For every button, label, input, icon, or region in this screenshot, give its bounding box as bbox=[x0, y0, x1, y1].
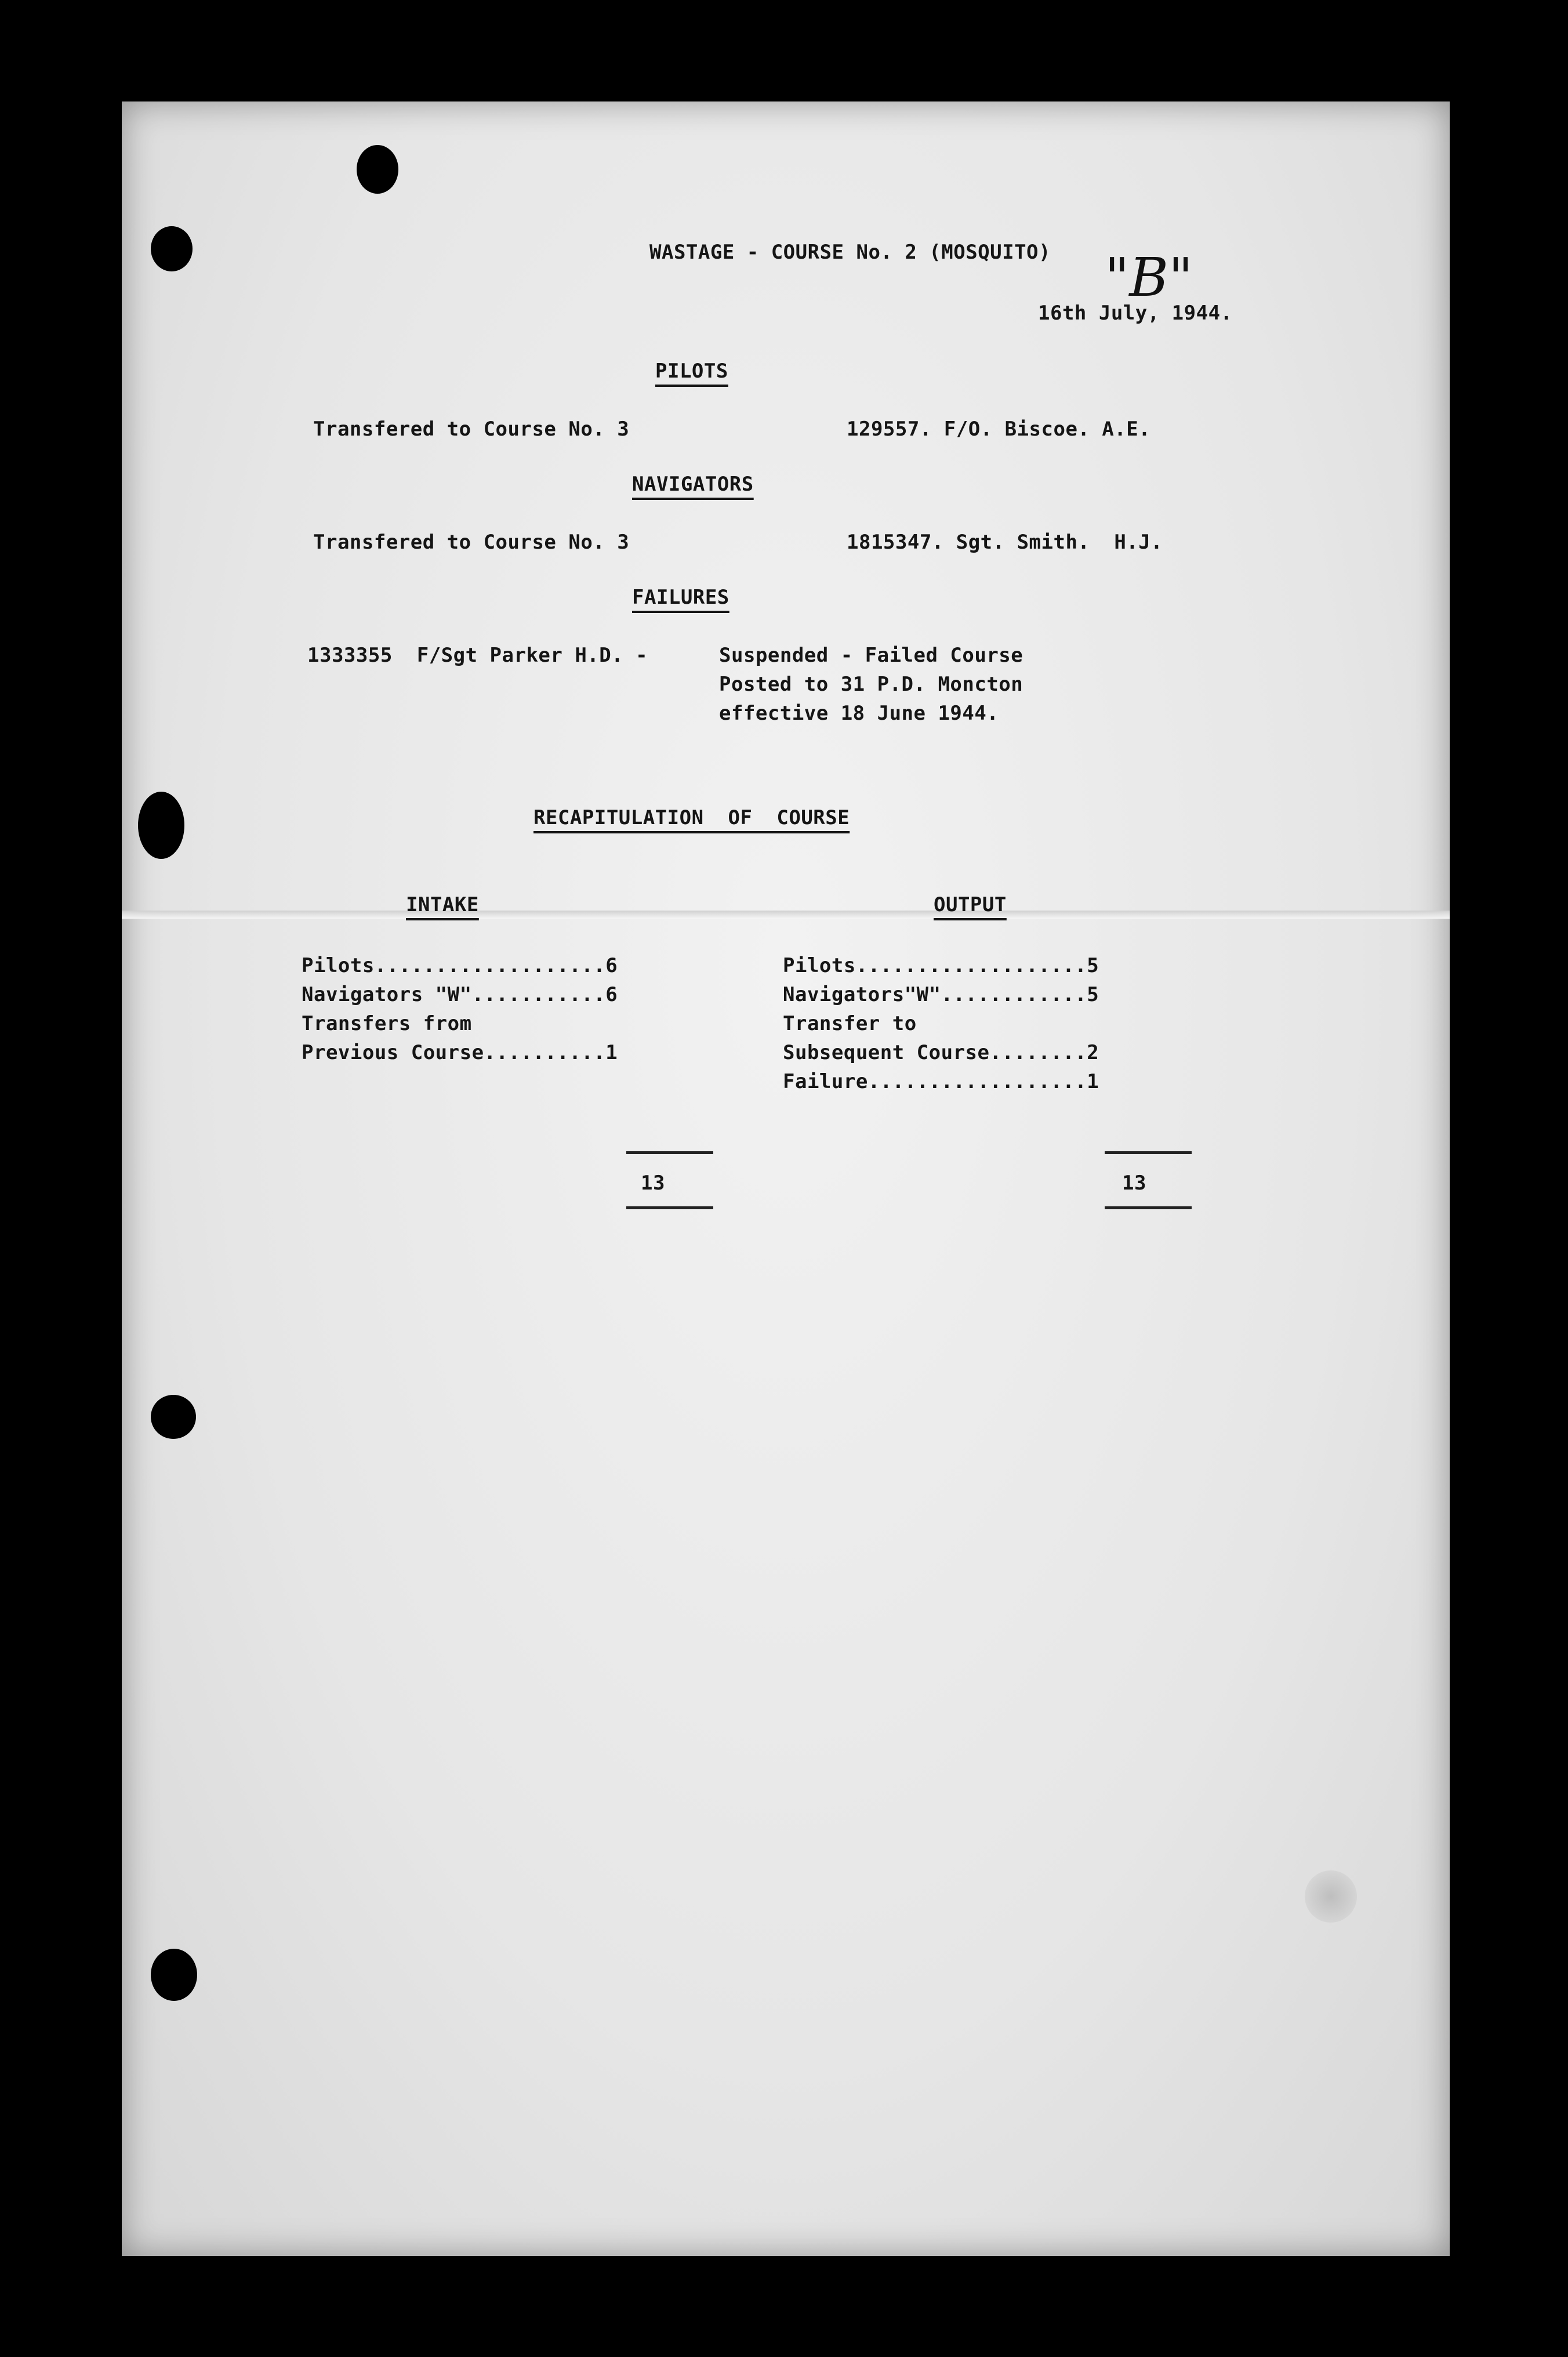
output-line-subsequent-course: Subsequent Course........2 bbox=[783, 1041, 1099, 1064]
navigators-heading: NAVIGATORS bbox=[632, 473, 754, 496]
intake-line-pilots: Pilots...................6 bbox=[302, 954, 618, 977]
recapitulation-heading: RECAPITULATION OF COURSE bbox=[533, 806, 850, 829]
document-date: 16th July, 1944. bbox=[1038, 302, 1233, 325]
output-heading: OUTPUT bbox=[934, 893, 1007, 916]
failure-status: Suspended - Failed Course bbox=[719, 644, 1023, 667]
punch-hole-5 bbox=[151, 1949, 197, 2001]
intake-total-rule-bottom bbox=[626, 1206, 713, 1209]
output-line-pilots: Pilots...................5 bbox=[783, 954, 1099, 977]
ink-smudge bbox=[1305, 1870, 1357, 1923]
intake-heading: INTAKE bbox=[406, 893, 479, 916]
page-fold-line bbox=[122, 911, 1450, 919]
output-line-navigators: Navigators"W"............5 bbox=[783, 983, 1099, 1006]
output-line-failure: Failure..................1 bbox=[783, 1070, 1099, 1093]
navigators-transfer-person: 1815347. Sgt. Smith. H.J. bbox=[847, 531, 1163, 554]
intake-total: 13 bbox=[641, 1172, 665, 1195]
pilots-heading: PILOTS bbox=[655, 360, 728, 383]
failure-person: 1333355 F/Sgt Parker H.D. - bbox=[307, 644, 648, 667]
punch-hole-2 bbox=[151, 226, 193, 271]
punch-hole-4 bbox=[151, 1395, 196, 1439]
intake-line-navigators: Navigators "W"...........6 bbox=[302, 983, 618, 1006]
intake-line-transfers: Transfers from bbox=[302, 1012, 472, 1035]
document-title: WASTAGE - COURSE No. 2 (MOSQUITO) bbox=[649, 241, 1051, 264]
output-line-transfer: Transfer to bbox=[783, 1012, 917, 1035]
punch-hole-1 bbox=[357, 145, 398, 194]
intake-line-previous-course: Previous Course..........1 bbox=[302, 1041, 618, 1064]
document-page bbox=[122, 101, 1450, 2256]
output-total-rule-bottom bbox=[1105, 1206, 1192, 1209]
failure-effective-date: effective 18 June 1944. bbox=[719, 702, 999, 725]
failures-heading: FAILURES bbox=[632, 586, 729, 609]
intake-total-rule-top bbox=[626, 1151, 713, 1154]
output-total: 13 bbox=[1122, 1172, 1146, 1195]
handwritten-mark: "B" bbox=[1105, 246, 1193, 309]
pilots-transfer-person: 129557. F/O. Biscoe. A.E. bbox=[847, 418, 1151, 441]
navigators-transfer-description: Transfered to Course No. 3 bbox=[313, 531, 630, 554]
output-total-rule-top bbox=[1105, 1151, 1192, 1154]
failure-posting: Posted to 31 P.D. Moncton bbox=[719, 673, 1023, 696]
pilots-transfer-description: Transfered to Course No. 3 bbox=[313, 418, 630, 441]
punch-hole-3 bbox=[138, 792, 184, 859]
